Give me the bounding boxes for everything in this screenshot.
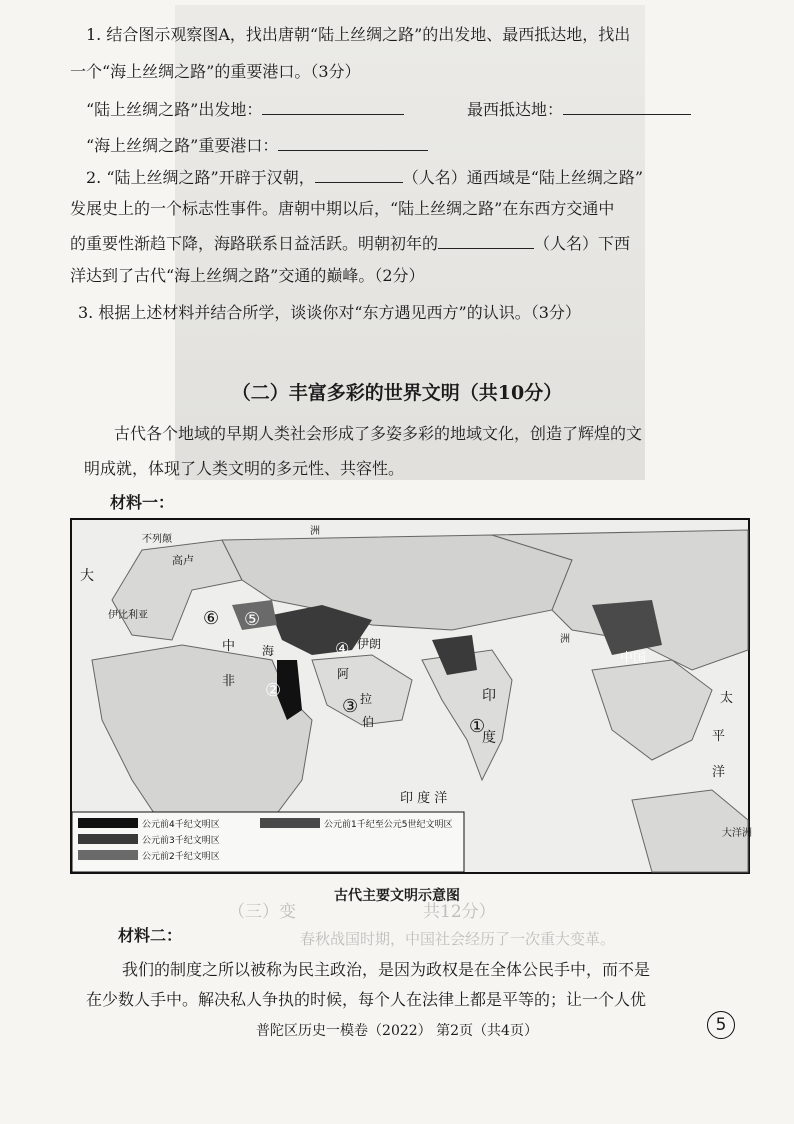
marker-4: ④: [335, 639, 350, 658]
q2-text-d: （人名）下西: [534, 234, 631, 253]
q1-west-label: 最西抵达地：: [467, 100, 564, 119]
q2-text-b: （人名）通西域是“陆上丝绸之路”: [402, 168, 644, 187]
marker-5: ⑤: [244, 609, 261, 630]
question-2-line2: 发展史上的一个标志性事件。唐朝中期以后，“陆上丝绸之路”在东西方交通中: [70, 199, 615, 218]
q2-text-c: 的重要性渐趋下降，海路联系日益活跃。明朝初年的: [70, 234, 439, 253]
bleed-through-text: 春秋战国时期，中国社会经历了一次重大变革。: [300, 930, 616, 948]
map-label: 印 度 洋: [400, 791, 448, 806]
legend-swatch-3: [260, 818, 320, 828]
material-2-line1: 我们的制度之所以被称为民主政治，是因为政权是在全体公民手中，而不是: [122, 960, 651, 979]
bleed-through-text: （三）变: [228, 902, 296, 922]
question-2-line3: [70, 232, 630, 254]
map-label: 大洋洲: [722, 828, 752, 839]
legend-label-3: 公元前1千纪至公元5世纪文明区: [324, 820, 453, 830]
map-label: 阿: [337, 667, 350, 681]
map-label: 度: [482, 730, 496, 746]
legend-label-0: 公元前4千纪文明区: [142, 820, 220, 830]
material-1-label: 材料一：: [110, 493, 175, 512]
answer-blank-person-1[interactable]: [315, 166, 403, 183]
legend-swatch-0: [78, 818, 138, 828]
q1-start-label: “陆上丝绸之路”出发地：: [86, 100, 263, 119]
map-label: 拉: [360, 692, 373, 706]
q1-start-row: [86, 98, 404, 120]
question-3: 3. 根据上述材料并结合所学，谈谈你对“东方遇见西方”的认识。（3分）: [78, 303, 581, 322]
q2-text-a: 2. “陆上丝绸之路”开辟于汉朝，: [86, 168, 315, 187]
legend-label-2: 公元前2千纪文明区: [142, 852, 220, 862]
map-label: 中国: [620, 651, 647, 666]
marker-1: ①: [469, 716, 486, 737]
answer-blank-west[interactable]: [563, 98, 691, 115]
map-legend: [72, 812, 464, 872]
question-2-line1: [86, 166, 643, 188]
question-1-line2: 一个“海上丝绸之路”的重要港口。（3分）: [70, 62, 361, 81]
map-label: 洲: [560, 634, 570, 645]
section-intro-line2: 明成就，体现了人类文明的多元性、共容性。: [84, 459, 405, 478]
answer-blank-person-2[interactable]: [438, 232, 534, 249]
civilization-map: [70, 518, 750, 874]
question-1-line1: 1. 结合图示观察图A，找出唐朝“陆上丝绸之路”的出发地、最西抵达地，找出: [86, 25, 631, 44]
map-label: 中: [222, 639, 236, 654]
q1-west-row: [467, 98, 691, 120]
map-caption: 古代主要文明示意图: [334, 888, 460, 904]
page-footer: 普陀区历史一模卷（2022） 第2页（共4页）: [256, 1023, 538, 1039]
map-label: 平: [712, 729, 726, 744]
map-label: 非: [222, 674, 236, 689]
section-title: （二）丰富多彩的世界文明（共10分）: [231, 382, 563, 404]
q1-port-row: [86, 134, 428, 156]
map-label: 海: [262, 644, 275, 658]
map-label: 洋: [712, 765, 726, 780]
map-label: 洲: [310, 526, 320, 537]
marker-2: ②: [265, 680, 282, 701]
section-intro-line1: 古代各个地域的早期人类社会形成了多姿多彩的地域文化，创造了辉煌的文: [114, 424, 643, 443]
material-2-line2: 在少数人手中。解决私人争执的时候，每个人在法律上都是平等的；让一个人优: [86, 990, 647, 1009]
map-label: 印: [482, 688, 496, 704]
q1-port-label: “海上丝绸之路”重要港口：: [86, 136, 279, 155]
map-label: 不列颠: [142, 534, 172, 545]
map-label: 太: [720, 691, 734, 706]
map-label: 伊朗: [357, 637, 382, 651]
material-2-label: 材料二：: [118, 926, 183, 945]
question-2-line4: 洋达到了古代“海上丝绸之路”交通的巅峰。（2分）: [70, 266, 425, 285]
map-label: 高卢: [172, 554, 194, 567]
map-label: 伯: [362, 715, 375, 729]
map-label: 大: [80, 568, 94, 584]
legend-swatch-1: [78, 834, 138, 844]
bleed-through-text: 共12分）: [423, 902, 496, 922]
marker-3: ③: [342, 696, 359, 717]
map-svg: [72, 520, 752, 872]
map-label: 伊比利亚: [108, 610, 148, 621]
answer-blank-start[interactable]: [262, 98, 404, 115]
answer-blank-port[interactable]: [278, 134, 428, 151]
legend-swatch-2: [78, 850, 138, 860]
page-number-badge: 5: [707, 1011, 735, 1039]
marker-6: ⑥: [203, 608, 220, 629]
legend-label-1: 公元前3千纪文明区: [142, 836, 220, 846]
